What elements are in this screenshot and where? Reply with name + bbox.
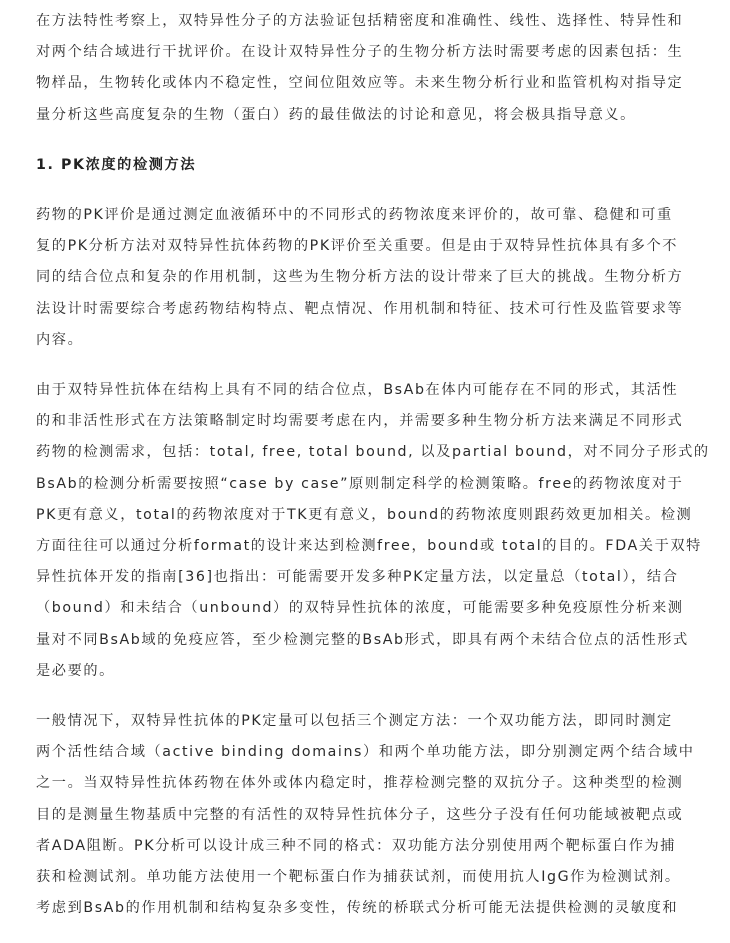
text-line: 一般情况下，双特异性抗体的PK定量可以包括三个测定方法：一个双功能方法，即同时测定: [36, 713, 673, 730]
section-heading: 1. PK浓度的检测方法: [36, 156, 197, 173]
intro-paragraph: [36, 6, 700, 131]
text-line: 药物的检测需求，包括：total, free, total bound, 以及partial bound，对不同分子形式的: [36, 444, 710, 461]
text-line: （bound）和未结合（unbound）的双特异性抗体的浓度，可能需要多种免疫原性分析来测: [36, 600, 684, 617]
paragraph-pk-assays: [36, 706, 700, 924]
text-line: 的和非活性形式在方法策略制定时均需要考虑在内，并需要多种生物分析方法来满足不同形式: [36, 413, 684, 430]
text-line: 由于双特异性抗体在结构上具有不同的结合位点，BsAb在体内可能存在不同的形式，其活性: [36, 382, 679, 399]
text-line: PK更有意义，total的药物浓度对于TK更有意义，bound的药物浓度则跟药效更加相关。检测: [36, 506, 693, 523]
text-line: 者ADA阻断。PK分析可以设计成三种不同的格式：双功能方法分别使用两个靶标蛋白作为捕: [36, 837, 677, 854]
text-line: 目的是测量生物基质中完整的有活性的双特异性抗体分子，这些分子没有任何功能域被靶点或: [36, 806, 684, 823]
text-line: 在方法特性考察上，双特异性分子的方法验证包括精密度和准确性、线性、选择性、特异性和: [36, 13, 684, 29]
text-line: 物样品，生物转化或体内不稳定性，空间位阻效应等。未来生物分析行业和监管机构对指导定: [36, 75, 684, 92]
text-line: 法设计时需要综合考虑药物结构特点、靶点情况、作用机制和特征、技术可行性及监管要求等: [36, 300, 684, 317]
text-line: 是必要的。: [36, 662, 115, 679]
text-line: 复的PK分析方法对双特异性抗体药物的PK评价至关重要。但是由于双特异性抗体具有多个不: [36, 238, 679, 255]
text-line: 同的结合位点和复杂的作用机制，这些为生物分析方法的设计带来了巨大的挑战。生物分析方: [36, 269, 684, 286]
text-line: 考虑到BsAb的作用机制和结构复杂多变性，传统的桥联式分析可能无法提供检测的灵敏度和: [36, 900, 679, 917]
text-line: 药物的PK评价是通过测定血液循环中的不同形式的药物浓度来评价的，故可靠、稳健和可重: [36, 207, 673, 224]
text-line: 内容。: [36, 331, 84, 348]
text-line: 之一。当双特异性抗体药物在体外或体内稳定时，推荐检测完整的双抗分子。这种类型的检测: [36, 775, 684, 792]
text-line: 两个活性结合域（active binding domains）和两个单功能方法，即分别测定两个结合域中: [36, 744, 695, 761]
document-body: [36, 6, 710, 943]
text-line: 对两个结合域进行干扰评价。在设计双特异性分子的生物分析方法时需要考虑的因素包括：生: [36, 44, 684, 61]
paragraph-pk-evaluation: [36, 200, 700, 356]
text-line: 量对不同BsAb域的免疫应答，至少检测完整的BsAb形式，即具有两个未结合位点的活性形式: [36, 631, 689, 648]
text-line: 异性抗体开发的指南[36]也指出：可能需要开发多种PK定量方法，以定量总（total），结合: [36, 569, 679, 586]
text-line: 量分析这些高度复杂的生物（蛋白）药的最佳做法的讨论和意见，将会极具指导意义。: [36, 106, 636, 123]
text-line: 方面往往可以通过分析format的设计来达到检测free，bound或 total的目的。FDA关于双特: [36, 538, 702, 555]
paragraph-binding-forms: [36, 375, 710, 687]
text-line: 获和检测试剂。单功能方法使用一个靶标蛋白作为捕获试剂，而使用抗人IgG作为检测试剂。: [36, 869, 681, 886]
text-line: BsAb的检测分析需要按照“case by case”原则制定科学的检测策略。free的药物浓度对于: [36, 475, 684, 492]
